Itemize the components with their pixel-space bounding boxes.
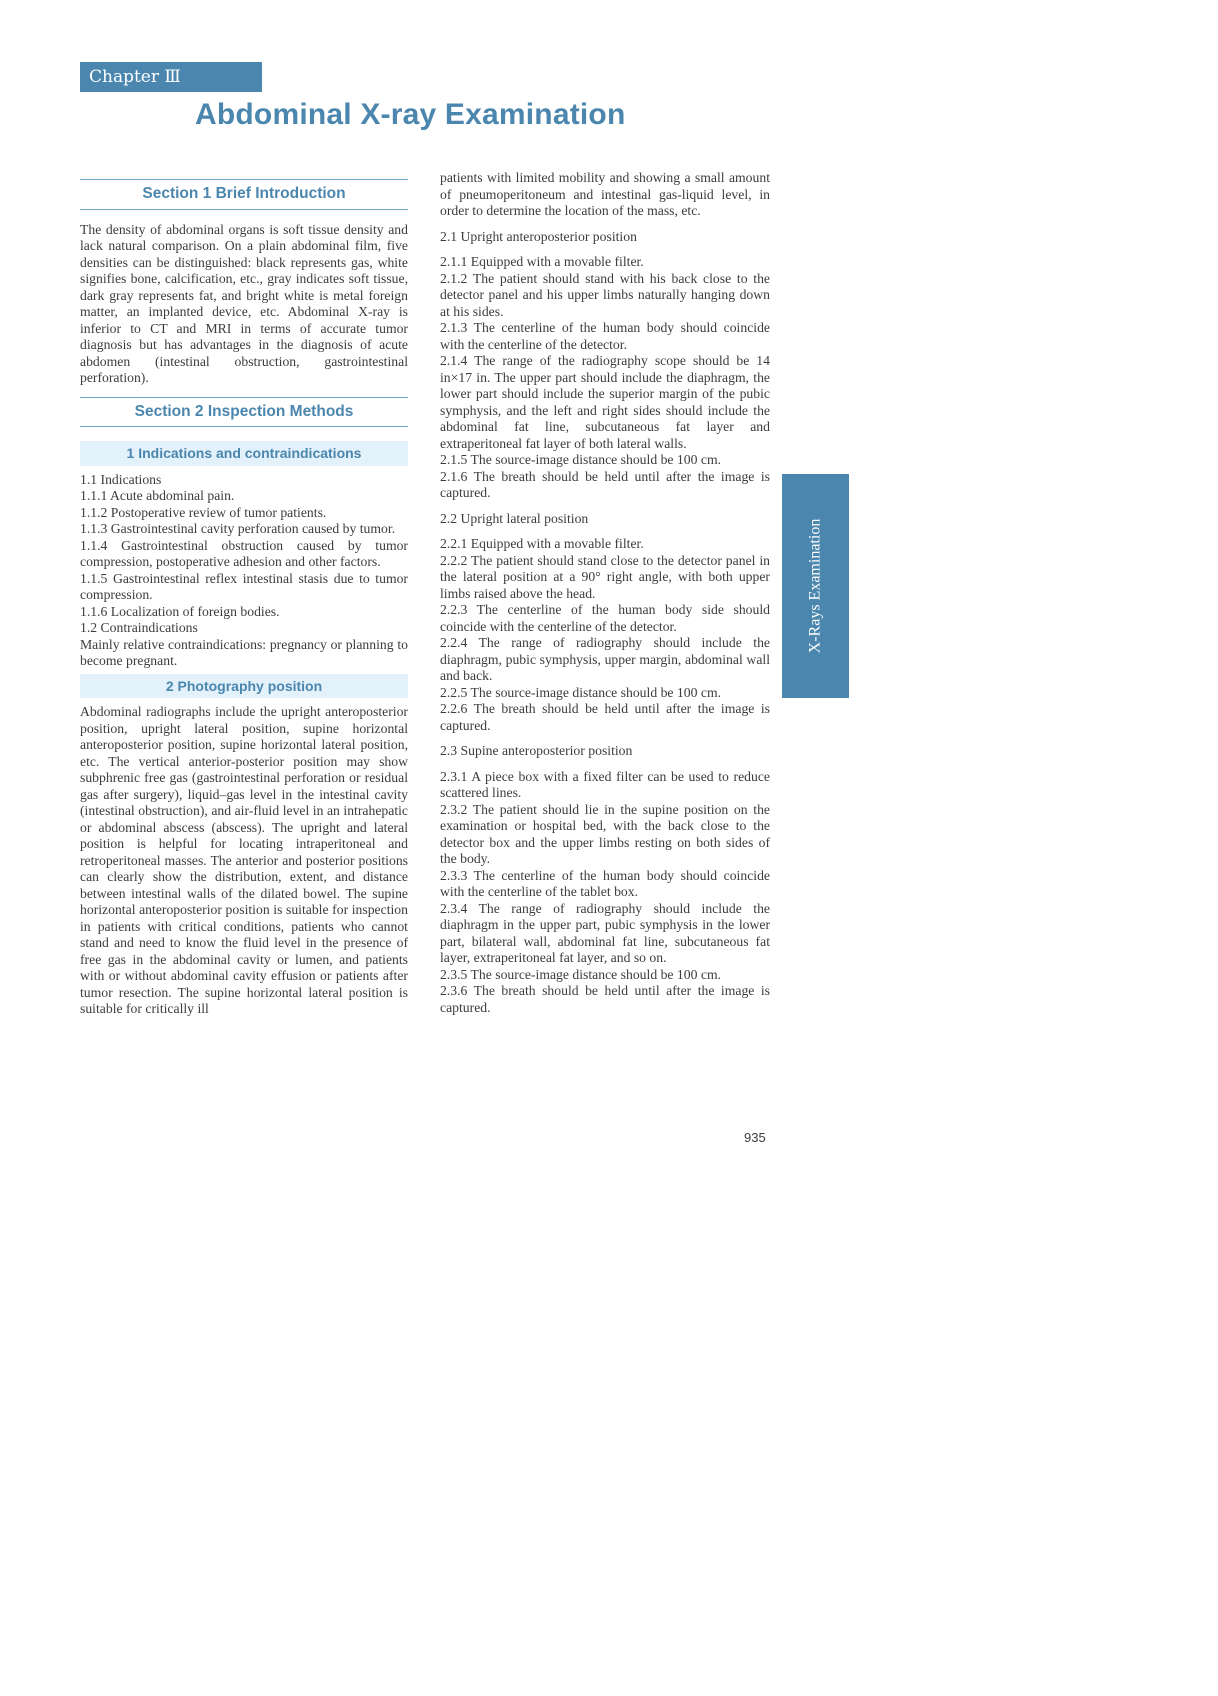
item-2-1-3: 2.1.3 The centerline of the human body should coincide with the centerline of the detector. (440, 320, 770, 352)
indication-line: 1.1.1 Acute abdominal pain. (80, 488, 235, 503)
contraindication-heading: 1.2 Contraindications (80, 620, 198, 635)
side-tab (782, 474, 849, 698)
subsection-heading-2-3: 2.3 Supine anteroposterior position (440, 743, 633, 758)
section-2-heading: Section 2 Inspection Methods (80, 397, 408, 428)
contraindication-line: Mainly relative contraindications: pregnancy or planning to become pregnant. (80, 636, 408, 668)
indication-line: 1.1 Indications (80, 471, 162, 487)
item-2-1-5: 2.1.5 The source-image distance should be 100 cm. (440, 452, 722, 467)
indication-line: 1.1.5 Gastrointestinal reflex intestinal stasis due to tumor compression. (80, 570, 408, 602)
right-column (440, 170, 770, 1016)
item-2-3-4: 2.3.4 The range of radiography should include the diaphragm in the upper part, pubic symphysis in the lower part, bilateral wall, abdominal fat line, subcutaneous fat layer, extraperitoneal fat layer, and so on. (440, 900, 770, 965)
indication-line: 1.1.3 Gastrointestinal cavity perforation caused by tumor. (80, 521, 396, 536)
indication-line: 1.1.2 Postoperative review of tumor patients. (80, 504, 327, 520)
indication-line: 1.1.6 Localization of foreign bodies. (80, 603, 280, 619)
page-number: 935 (744, 1130, 766, 1145)
left-column (80, 170, 408, 1018)
item-2-2-4: 2.2.4 The range of radiography should include the diaphragm, pubic symphysis, upper margin, abdominal wall and back. (440, 635, 770, 683)
section-1-heading: Section 1 Brief Introduction (80, 179, 408, 210)
item-2-3-2: 2.3.2 The patient should lie in the supine position on the examination or hospital bed, with the back close to the detector box and the upper limbs resting on both sides of the body. (440, 801, 770, 866)
item-2-2-5: 2.2.5 The source-image distance should be 100 cm. (440, 684, 722, 700)
side-tab-label: X-Rays Examination (806, 518, 824, 654)
item-2-3-1: 2.3.1 A piece box with a fixed filter can be used to reduce scattered lines. (440, 768, 770, 800)
item-2-3-3: 2.3.3 The centerline of the human body should coincide with the centerline of the tablet box. (440, 867, 770, 899)
intro-paragraph: The density of abdominal organs is soft tissue density and lack natural comparison. On a plain abdominal film, five densities can be distinguished: black represents gas, white signifies bone, calcification, etc., gray indicates soft tissue, dark gray represents fat, and bright white is metal foreign matter, an implanted device, etc. Abdominal X-ray is inferior to CT and MRI in terms of accurate tumor diagnosis but has advantages in the diagnosis of acute abdomen (intestinal obstruction, gastrointestinal perforation). (80, 221, 408, 385)
item-2-1-6: 2.1.6 The breath should be held until after the image is captured. (440, 468, 770, 500)
continuation-paragraph: patients with limited mobility and showing a small amount of pneumoperitoneum and intestinal gas-liquid level, in order to determine the location of the mass, etc. (440, 170, 770, 218)
chapter-label: Chapter Ⅲ (80, 62, 262, 92)
page-title: Abdominal X-ray Examination (195, 98, 626, 131)
subsection-heading-2-2: 2.2 Upright lateral position (440, 510, 589, 526)
indication-line: 1.1.4 Gastrointestinal obstruction caused by tumor compression, postoperative adhesion and other factors. (80, 537, 408, 569)
item-2-1-2: 2.1.2 The patient should stand with his back close to the detector panel and his upper limbs naturally hanging down at his sides. (440, 270, 770, 319)
subhead-photography: 2 Photography position (80, 674, 408, 699)
photography-paragraph: Abdominal radiographs include the upright anteroposterior position, upright lateral position, supine horizontal anteroposterior position, supine horizontal lateral position, etc. The vertical anterior-posterior position may show subphrenic free gas (gastrointestinal perforation or residual gas after surgery), liquid–gas level in the intestinal cavity (intestinal obstruction), and air-fluid level in an intrahepatic or abdominal abscess (abscess). The upright and lateral position is helpful for locating intraperitoneal and retroperitoneal masses. The anterior and posterior positions can clearly show the distribution, extent, and distance between intestinal walls of the dilated bowel. The supine horizontal anteroposterior position is suitable for inspection in patients with critical conditions, patients who cannot stand and need to know the fluid level in the presence of free gas in the abdominal cavity or lumen, and patients with or without abdominal cavity effusion or patients after tumor resection. The supine horizontal lateral position is suitable for critically ill (80, 704, 408, 1016)
item-2-1-1: 2.1.1 Equipped with a movable filter. (440, 254, 644, 269)
item-2-3-6: 2.3.6 The breath should be held until after the image is captured. (440, 983, 770, 1015)
item-2-2-2: 2.2.2 The patient should stand close to the detector panel in the lateral position at a 90° right angle, with both upper limbs raised above the head. (440, 552, 770, 601)
item-2-2-3: 2.2.3 The centerline of the human body side should coincide with the centerline of the detector. (440, 602, 770, 634)
item-2-2-1: 2.2.1 Equipped with a movable filter. (440, 536, 644, 551)
subhead-indications: 1 Indications and contraindications (80, 441, 408, 466)
subsection-heading-2-1: 2.1 Upright anteroposterior position (440, 228, 637, 244)
item-2-2-6: 2.2.6 The breath should be held until after the image is captured. (440, 701, 770, 733)
item-2-1-4: 2.1.4 The range of the radiography scope should be 14 in×17 in. The upper part should include the diaphragm, the lower part should include the superior margin of the pubic symphysis, and the left and right sides should include the abdominal fat line, subcutaneous fat layer and extraperitoneal fat layer of both lateral walls. (440, 353, 770, 451)
item-2-3-5: 2.3.5 The source-image distance should be 100 cm. (440, 966, 722, 982)
